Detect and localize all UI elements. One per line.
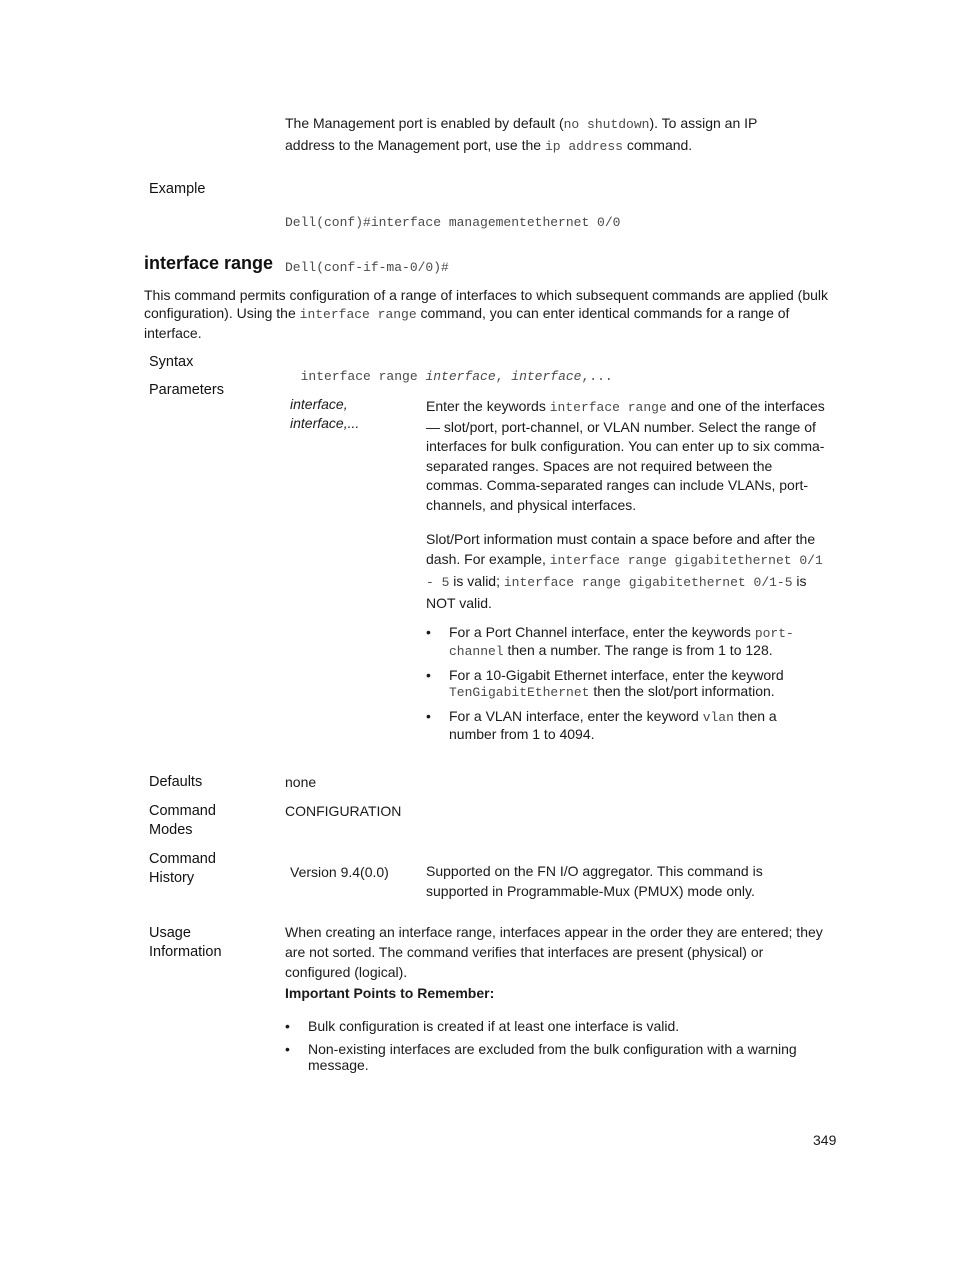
page-number: 349 [813, 1132, 837, 1148]
parameters-label: Parameters [149, 382, 224, 398]
list-item: • Bulk configuration is created if at least one interface is valid. [285, 1018, 680, 1034]
usage-text: When creating an interface range, interfaces appear in the order they are entered; they are not sorted. The command verifies that interfaces are present (physical) or configured (logical). [285, 924, 823, 980]
example-code [285, 185, 620, 290]
defaults-label: Defaults [149, 774, 203, 790]
bullet-icon: • [426, 708, 431, 724]
list-item: • For a 10-Gigabit Ethernet interface, enter the keyword TenGigabitEthernet then the slot/port information. [426, 667, 784, 700]
parameter-description-2: Slot/Port information must contain a space before and after the dash. For example, interface range gigabitethernet 0/1 - 5 is valid; interface range gigabitethernet 0/1-5 is NOT valid. [426, 531, 823, 611]
bullet-icon: • [285, 1018, 290, 1034]
list-item: • Non-existing interfaces are excluded from the bulk configuration with a warning message. [285, 1041, 797, 1073]
section-description: This command permits configuration of a range of interfaces to which subsequent commands are applied (bulk configuration). Using the interface range command, you can enter identical commands for a range of interface. [144, 287, 829, 341]
example-code-line: Dell(conf-if-ma-0/0)# [285, 260, 449, 275]
example-code-line: Dell(conf)#interface managementethernet 0/0 [285, 215, 621, 230]
important-points-list [285, 1018, 805, 1080]
code-no-shutdown: no shutdown [563, 117, 650, 132]
bullet-icon: • [426, 667, 431, 683]
parameter-bullet-list [426, 624, 821, 749]
important-points-title: Important Points to Remember: [285, 985, 495, 1001]
history-description: Supported on the FN I/O aggregator. This command is supported in Programmable-Mux (PMUX) mode only. [426, 863, 763, 899]
parameter-description-1: Enter the keywords interface range and one of the interfaces — slot/port, port-channel, or VLAN number. Select the range of interfaces for bulk configuration. You can enter up to six comma-separated ranges. Spaces are not required between the commas. Comma-separated ranges can include VLANs, port-channels, and physical interfaces. [426, 398, 825, 513]
section-title: interface range [144, 253, 274, 273]
list-item: • For a Port Channel interface, enter the keywords port-channel then a number. The range is from 1 to 128. [426, 624, 794, 659]
history-version: Version 9.4(0.0) [290, 864, 389, 880]
bullet-icon: • [426, 624, 431, 640]
intro-paragraph: The Management port is enabled by default (no shutdown). To assign an IP address to the Management port, use the ip address command. [285, 115, 758, 154]
syntax-command: interface range interface, interface,... [300, 369, 613, 384]
bullet-icon: • [285, 1041, 290, 1057]
command-history-label: Command History [149, 851, 216, 886]
example-label: Example [149, 181, 206, 197]
parameter-name: interface, interface,... [290, 396, 360, 431]
command-modes-label: Command Modes [149, 803, 216, 838]
code-ip-address: ip address [544, 139, 623, 154]
list-item: • For a VLAN interface, enter the keyword vlan then a number from 1 to 4094. [426, 708, 777, 742]
command-modes-value: CONFIGURATION [285, 803, 402, 819]
usage-label: Usage Information [149, 925, 222, 960]
syntax-label: Syntax [149, 354, 194, 370]
code-interface-range: interface range [299, 307, 417, 322]
defaults-value: none [285, 774, 317, 790]
